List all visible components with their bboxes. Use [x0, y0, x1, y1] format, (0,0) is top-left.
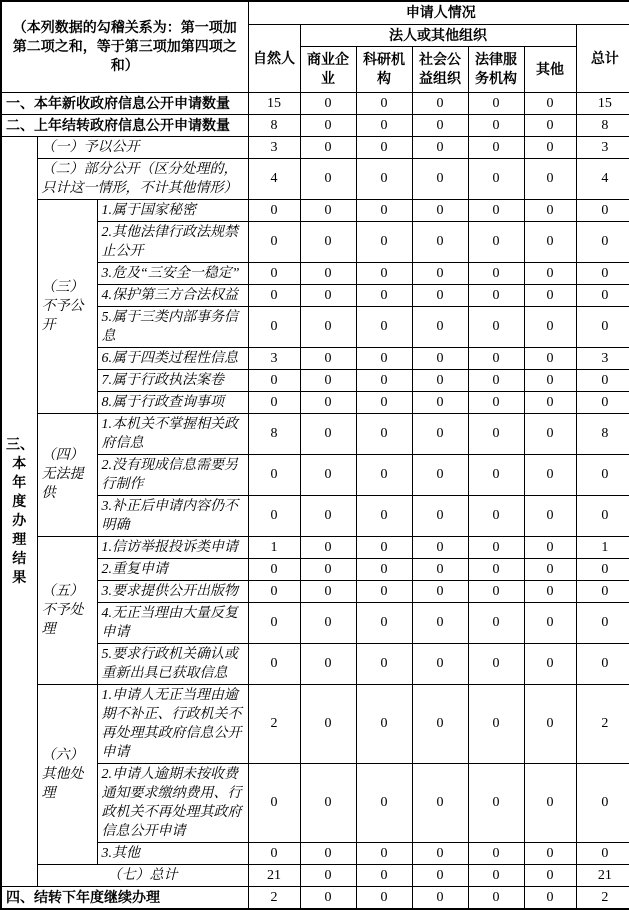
row-label: 1.属于国家秘密 — [97, 199, 248, 221]
value-cell: 0 — [356, 558, 412, 580]
value-cell: 0 — [524, 536, 576, 558]
value-cell: 0 — [576, 284, 629, 306]
value-cell: 0 — [300, 391, 356, 413]
value-cell: 0 — [524, 842, 576, 864]
value-cell: 0 — [524, 262, 576, 284]
value-cell: 0 — [468, 306, 524, 347]
value-cell: 0 — [576, 495, 629, 536]
row-label: 5.要求行政机关确认或重新出具已获取信息 — [97, 643, 248, 684]
value-cell: 0 — [356, 92, 412, 114]
header-total: 总计 — [576, 24, 629, 92]
row-label: （二）部分公开（区分处理的，只计这一情形，不计其他情形） — [37, 158, 248, 199]
row-label: 5.属于三类内部事务信息 — [97, 306, 248, 347]
value-cell: 0 — [412, 199, 468, 221]
value-cell: 0 — [300, 221, 356, 262]
value-cell: 0 — [248, 199, 300, 221]
header-commercial-enterprise: 商业企业 — [300, 46, 356, 92]
value-cell: 0 — [524, 221, 576, 262]
value-cell: 0 — [412, 114, 468, 136]
table-row — [1, 199, 629, 221]
table-row — [1, 92, 629, 114]
value-cell: 0 — [412, 347, 468, 369]
value-cell: 0 — [300, 262, 356, 284]
value-cell: 0 — [356, 136, 412, 158]
value-cell: 0 — [412, 221, 468, 262]
value-cell: 4 — [576, 158, 629, 199]
value-cell: 0 — [468, 684, 524, 763]
value-cell: 0 — [412, 158, 468, 199]
row-label: 3.补正后申请内容仍不明确 — [97, 495, 248, 536]
value-cell: 0 — [468, 136, 524, 158]
value-cell: 0 — [300, 284, 356, 306]
value-cell: 15 — [576, 92, 629, 114]
value-cell: 0 — [524, 199, 576, 221]
value-cell: 0 — [412, 413, 468, 454]
value-cell: 15 — [248, 92, 300, 114]
value-cell: 0 — [248, 221, 300, 262]
value-cell: 0 — [576, 221, 629, 262]
value-cell: 0 — [300, 158, 356, 199]
value-cell: 0 — [468, 347, 524, 369]
value-cell: 0 — [356, 369, 412, 391]
value-cell: 0 — [356, 580, 412, 602]
value-cell: 0 — [524, 92, 576, 114]
value-cell: 0 — [356, 391, 412, 413]
value-cell: 2 — [576, 886, 629, 909]
table-row — [1, 536, 629, 558]
value-cell: 0 — [468, 454, 524, 495]
value-cell: 0 — [576, 369, 629, 391]
value-cell: 0 — [300, 536, 356, 558]
value-cell: 0 — [248, 391, 300, 413]
value-cell: 0 — [576, 643, 629, 684]
row-label: 6.属于四类过程性信息 — [97, 347, 248, 369]
reconciliation-note: （本列数据的勾稽关系为：第一项加第二项之和，等于第三项加第四项之和） — [1, 1, 248, 92]
value-cell: 3 — [576, 136, 629, 158]
value-cell: 0 — [356, 158, 412, 199]
group-label: （三）不予公开 — [37, 199, 97, 413]
value-cell: 0 — [356, 684, 412, 763]
row-label: 4.保护第三方合法权益 — [97, 284, 248, 306]
value-cell: 0 — [524, 602, 576, 643]
value-cell: 0 — [300, 684, 356, 763]
value-cell: 0 — [468, 763, 524, 842]
table-body — [1, 92, 629, 909]
header-research-institution: 科研机构 — [356, 46, 412, 92]
value-cell: 0 — [412, 454, 468, 495]
value-cell: 0 — [524, 413, 576, 454]
value-cell: 0 — [300, 114, 356, 136]
value-cell: 0 — [356, 306, 412, 347]
value-cell: 0 — [412, 684, 468, 763]
value-cell: 0 — [468, 391, 524, 413]
value-cell: 0 — [412, 763, 468, 842]
value-cell: 0 — [412, 536, 468, 558]
value-cell: 0 — [248, 306, 300, 347]
value-cell: 0 — [412, 886, 468, 909]
value-cell: 0 — [356, 842, 412, 864]
value-cell: 0 — [524, 136, 576, 158]
table-row — [1, 864, 629, 886]
value-cell: 0 — [468, 199, 524, 221]
value-cell: 0 — [576, 391, 629, 413]
value-cell: 0 — [524, 347, 576, 369]
value-cell: 0 — [300, 580, 356, 602]
value-cell: 0 — [468, 536, 524, 558]
value-cell: 1 — [248, 536, 300, 558]
value-cell: 0 — [300, 413, 356, 454]
value-cell: 0 — [248, 643, 300, 684]
value-cell: 0 — [300, 347, 356, 369]
value-cell: 0 — [412, 262, 468, 284]
value-cell: 8 — [248, 413, 300, 454]
value-cell: 0 — [356, 495, 412, 536]
value-cell: 0 — [468, 643, 524, 684]
value-cell: 0 — [468, 580, 524, 602]
value-cell: 0 — [412, 136, 468, 158]
row-label: 7.属于行政执法案卷 — [97, 369, 248, 391]
value-cell: 0 — [300, 306, 356, 347]
value-cell: 0 — [300, 199, 356, 221]
value-cell: 0 — [356, 413, 412, 454]
value-cell: 0 — [524, 864, 576, 886]
value-cell: 0 — [356, 643, 412, 684]
value-cell: 0 — [300, 136, 356, 158]
value-cell: 0 — [300, 643, 356, 684]
value-cell: 0 — [356, 347, 412, 369]
value-cell: 0 — [412, 284, 468, 306]
value-cell: 0 — [412, 391, 468, 413]
value-cell: 0 — [468, 114, 524, 136]
value-cell: 0 — [524, 158, 576, 199]
header-legal-or-other-org: 法人或其他组织 — [300, 24, 576, 46]
value-cell: 0 — [356, 199, 412, 221]
value-cell: 0 — [412, 643, 468, 684]
value-cell: 0 — [576, 842, 629, 864]
value-cell: 0 — [356, 886, 412, 909]
value-cell: 0 — [524, 369, 576, 391]
table-row — [1, 158, 629, 199]
value-cell: 0 — [524, 454, 576, 495]
header-applicant-status: 申请人情况 — [248, 1, 629, 24]
value-cell: 0 — [412, 602, 468, 643]
header-row-1 — [1, 1, 629, 24]
value-cell: 0 — [468, 284, 524, 306]
value-cell: 3 — [248, 347, 300, 369]
value-cell: 4 — [248, 158, 300, 199]
value-cell: 0 — [356, 763, 412, 842]
value-cell: 0 — [576, 454, 629, 495]
row-label: 2.重复申请 — [97, 558, 248, 580]
group-label: （四）无法提供 — [37, 413, 97, 536]
row-label: 2.申请人逾期未按收费通知要求缴纳费用、行政机关不再处理其政府信息公开申请 — [97, 763, 248, 842]
value-cell: 0 — [412, 495, 468, 536]
value-cell: 0 — [524, 643, 576, 684]
value-cell: 0 — [412, 864, 468, 886]
header-natural-person: 自然人 — [248, 24, 300, 92]
value-cell: 0 — [300, 842, 356, 864]
table-row — [1, 886, 629, 909]
value-cell: 0 — [524, 558, 576, 580]
value-cell: 0 — [576, 763, 629, 842]
value-cell: 0 — [356, 864, 412, 886]
value-cell: 0 — [468, 495, 524, 536]
value-cell: 0 — [524, 495, 576, 536]
value-cell: 8 — [576, 413, 629, 454]
value-cell: 0 — [412, 580, 468, 602]
value-cell: 0 — [412, 92, 468, 114]
value-cell: 0 — [576, 558, 629, 580]
value-cell: 0 — [248, 580, 300, 602]
value-cell: 3 — [248, 136, 300, 158]
value-cell: 0 — [412, 369, 468, 391]
value-cell: 3 — [576, 347, 629, 369]
value-cell: 0 — [248, 602, 300, 643]
value-cell: 8 — [576, 114, 629, 136]
table-row — [1, 114, 629, 136]
table-row — [1, 684, 629, 763]
row-label: 一、本年新收政府信息公开申请数量 — [1, 92, 248, 114]
row-label: 2.其他法律行政法规禁止公开 — [97, 221, 248, 262]
value-cell: 0 — [300, 92, 356, 114]
value-cell: 0 — [356, 221, 412, 262]
value-cell: 0 — [524, 284, 576, 306]
group-label: （五）不予处理 — [37, 536, 97, 684]
value-cell: 0 — [248, 262, 300, 284]
value-cell: 0 — [468, 221, 524, 262]
row-label: 1.申请人无正当理由逾期不补正、行政机关不再处理其政府信息公开申请 — [97, 684, 248, 763]
row-label: 3.其他 — [97, 842, 248, 864]
value-cell: 0 — [356, 602, 412, 643]
section-label: 三、本年度办理结果 — [1, 136, 37, 886]
table-row — [1, 136, 629, 158]
value-cell: 0 — [524, 306, 576, 347]
value-cell: 0 — [412, 842, 468, 864]
value-cell: 0 — [468, 864, 524, 886]
value-cell: 0 — [412, 306, 468, 347]
row-label: （一）予以公开 — [37, 136, 248, 158]
value-cell: 8 — [248, 114, 300, 136]
value-cell: 0 — [356, 454, 412, 495]
value-cell: 0 — [524, 114, 576, 136]
header-other-org: 其他 — [524, 46, 576, 92]
value-cell: 0 — [412, 558, 468, 580]
row-label: 3.要求提供公开出版物 — [97, 580, 248, 602]
row-label: 4.无正当理由大量反复申请 — [97, 602, 248, 643]
value-cell: 0 — [576, 262, 629, 284]
value-cell: 1 — [576, 536, 629, 558]
value-cell: 0 — [300, 558, 356, 580]
value-cell: 0 — [468, 886, 524, 909]
value-cell: 0 — [468, 413, 524, 454]
value-cell: 0 — [468, 158, 524, 199]
row-label: 2.没有现成信息需要另行制作 — [97, 454, 248, 495]
table-row — [1, 413, 629, 454]
group-label: （六）其他处理 — [37, 684, 97, 864]
value-cell: 2 — [248, 684, 300, 763]
value-cell: 0 — [524, 763, 576, 842]
value-cell: 0 — [468, 369, 524, 391]
value-cell: 0 — [300, 763, 356, 842]
value-cell: 0 — [248, 558, 300, 580]
value-cell: 0 — [524, 886, 576, 909]
value-cell: 0 — [576, 580, 629, 602]
value-cell: 0 — [468, 262, 524, 284]
value-cell: 21 — [248, 864, 300, 886]
row-label: 1.本机关不掌握相关政府信息 — [97, 413, 248, 454]
value-cell: 0 — [300, 495, 356, 536]
value-cell: 0 — [576, 199, 629, 221]
value-cell: 0 — [524, 391, 576, 413]
row-label: 8.属于行政查询事项 — [97, 391, 248, 413]
value-cell: 0 — [524, 580, 576, 602]
value-cell: 0 — [300, 602, 356, 643]
header-social-welfare-org: 社会公益组织 — [412, 46, 468, 92]
value-cell: 0 — [468, 602, 524, 643]
value-cell: 0 — [524, 684, 576, 763]
value-cell: 0 — [300, 369, 356, 391]
row-label: 四、结转下年度继续办理 — [1, 886, 248, 909]
row-label: （七）总计 — [37, 864, 248, 886]
value-cell: 2 — [248, 886, 300, 909]
value-cell: 0 — [248, 495, 300, 536]
row-label: 1.信访举报投诉类申请 — [97, 536, 248, 558]
value-cell: 0 — [468, 558, 524, 580]
value-cell: 0 — [356, 536, 412, 558]
value-cell: 0 — [300, 454, 356, 495]
row-label: 二、上年结转政府信息公开申请数量 — [1, 114, 248, 136]
value-cell: 0 — [468, 92, 524, 114]
header-legal-service-org: 法律服务机构 — [468, 46, 524, 92]
value-cell: 2 — [576, 684, 629, 763]
value-cell: 0 — [300, 864, 356, 886]
value-cell: 21 — [576, 864, 629, 886]
value-cell: 0 — [248, 842, 300, 864]
value-cell: 0 — [356, 262, 412, 284]
value-cell: 0 — [468, 842, 524, 864]
value-cell: 0 — [248, 284, 300, 306]
value-cell: 0 — [356, 114, 412, 136]
value-cell: 0 — [300, 886, 356, 909]
value-cell: 0 — [248, 763, 300, 842]
value-cell: 0 — [576, 306, 629, 347]
row-label: 3.危及“三安全一稳定” — [97, 262, 248, 284]
value-cell: 0 — [576, 602, 629, 643]
value-cell: 0 — [248, 369, 300, 391]
value-cell: 0 — [248, 454, 300, 495]
value-cell: 0 — [356, 284, 412, 306]
